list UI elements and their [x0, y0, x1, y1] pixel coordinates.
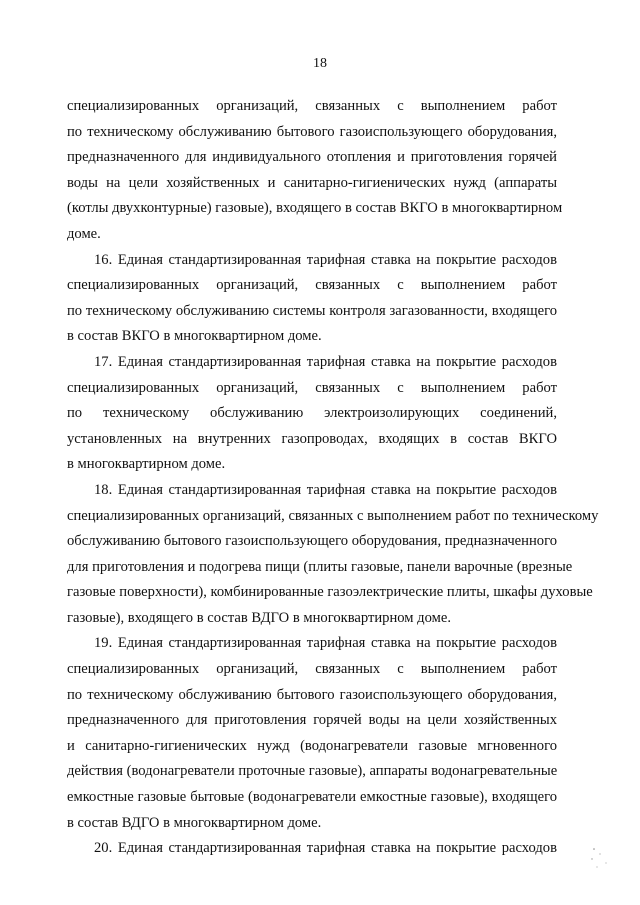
text-line: специализированных организаций, связанных с выполнением работ	[67, 661, 557, 678]
paragraph-17	[67, 350, 557, 478]
text-line: доме.	[67, 225, 101, 242]
text-line: специализированных организаций, связанных с выполнением работ	[67, 379, 557, 396]
text-line: и санитарно-гигиенических нужд (водонагреватели газовые мгновенного	[67, 737, 557, 754]
text-line: по техническому обслуживанию бытового газоиспользующего оборудования,	[67, 686, 557, 703]
text-line: специализированных организаций, связанных с выполнением работ	[67, 98, 557, 114]
paragraph-20	[67, 836, 557, 862]
text-line: установленных на внутренних газопроводах, входящих в состав ВКГО	[67, 430, 557, 447]
paragraph-continuation	[67, 94, 563, 248]
text-line: обслуживанию бытового газоиспользующего оборудования, предназначенного	[67, 533, 557, 550]
text-line: по техническому обслуживанию бытового газоиспользующего оборудования,	[67, 123, 557, 140]
text-line: в состав ВКГО в многоквартирном доме.	[67, 328, 322, 345]
text-line: по техническому обслуживанию системы контроля загазованности, входящего	[67, 302, 557, 319]
text-line: предназначенного для индивидуального отопления и приготовления горячей	[67, 149, 557, 166]
text-line: в состав ВДГО в многоквартирном доме.	[67, 814, 322, 831]
text-line: по техническому обслуживанию электроизолирующих соединений,	[67, 405, 557, 422]
text-line: в многоквартирном доме.	[67, 456, 226, 473]
text-line: газовые), входящего в состав ВДГО в многоквартирном доме.	[67, 609, 451, 626]
text-line: 19. Единая стандартизированная тарифная ставка на покрытие расходов	[94, 635, 557, 652]
text-line: действия (водонагреватели проточные газовые), аппараты водонагревательные	[67, 763, 558, 780]
scan-artifact-dots	[588, 845, 618, 875]
page-number: 18	[313, 56, 327, 71]
text-line: 17. Единая стандартизированная тарифная ставка на покрытие расходов	[94, 353, 557, 370]
paragraph-19	[67, 631, 557, 836]
text-line: газовые поверхности), комбинированные газоэлектрические плиты, шкафы духовые	[67, 584, 593, 601]
paragraph-16	[67, 248, 557, 350]
text-line: предназначенного для приготовления горячей воды на цели хозяйственных	[67, 712, 557, 729]
text-line: воды на цели хозяйственных и санитарно-гигиенических нужд (аппараты	[67, 174, 557, 191]
text-line: для приготовления и подогрева пищи (плиты газовые, панели варочные (врезные	[67, 558, 573, 575]
text-line: специализированных организаций, связанных с выполнением работ по техническому	[67, 507, 599, 524]
text-line: 16. Единая стандартизированная тарифная ставка на покрытие расходов	[94, 251, 557, 268]
paragraph-18	[67, 478, 599, 632]
text-line: (котлы двухконтурные) газовые), входящего в состав ВКГО в многоквартирном	[67, 200, 563, 217]
document-body	[67, 94, 599, 862]
text-line: емкостные газовые бытовые (водонагреватели емкостные газовые), входящего	[67, 789, 557, 806]
text-line: 20. Единая стандартизированная тарифная ставка на покрытие расходов	[94, 840, 557, 857]
text-line: 18. Единая стандартизированная тарифная ставка на покрытие расходов	[94, 481, 557, 498]
text-line: специализированных организаций, связанных с выполнением работ	[67, 277, 557, 294]
